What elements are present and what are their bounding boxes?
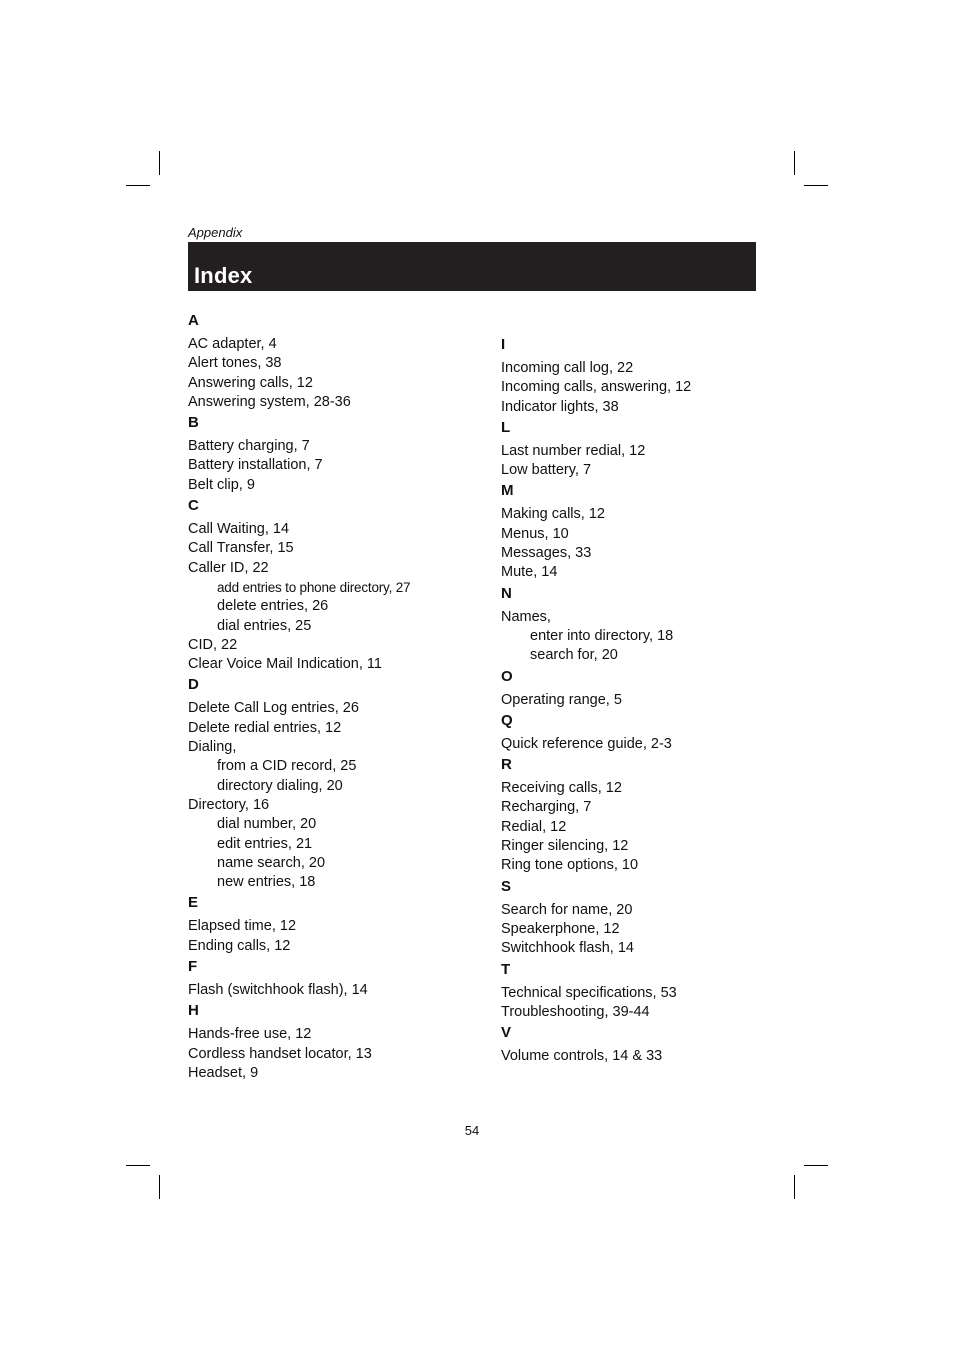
- crop-mark: [794, 1175, 795, 1199]
- index-group: [188, 893, 488, 956]
- index-letter-heading: V: [501, 1024, 512, 1042]
- index-entry: Speakerphone, 12: [501, 920, 620, 937]
- index-subentry: from a CID record, 25: [217, 758, 357, 775]
- index-subentry: enter into directory, 18: [530, 627, 674, 644]
- index-letter-heading: B: [188, 414, 199, 432]
- index-letter-heading: H: [188, 1002, 199, 1020]
- index-subentry: new entries, 18: [217, 874, 316, 891]
- index-entry: Answering system, 28-36: [188, 393, 351, 410]
- index-group: [188, 496, 488, 674]
- index-group: [501, 960, 801, 1023]
- index-group: [188, 311, 488, 412]
- index-letter-heading: I: [501, 336, 506, 353]
- index-entry: Names,: [501, 608, 551, 625]
- index-subentry: search for, 20: [530, 647, 618, 664]
- index-entry: Call Transfer, 15: [188, 540, 294, 557]
- crop-mark: [159, 151, 160, 175]
- index-entry: Messages, 33: [501, 545, 592, 562]
- index-entry: CID, 22: [188, 636, 238, 653]
- index-subentry: edit entries, 21: [217, 835, 313, 852]
- index-entry: Delete Call Log entries, 26: [188, 700, 359, 717]
- index-subentry: delete entries, 26: [217, 598, 329, 615]
- index-subentry: add entries to phone directory, 27: [217, 579, 411, 595]
- index-letter-heading: T: [501, 960, 511, 978]
- index-letter-heading: A: [188, 312, 199, 329]
- index-group: [188, 413, 488, 495]
- index-entry: Caller ID, 22: [188, 559, 269, 576]
- index-letter-heading: R: [501, 756, 512, 774]
- index-entry: Menus, 10: [501, 525, 569, 542]
- index-entry: Troubleshooting, 39-44: [501, 1003, 650, 1020]
- index-group: [501, 711, 801, 754]
- index-entry: Switchhook flash, 14: [501, 940, 634, 957]
- index-entry: Incoming call log, 22: [501, 360, 634, 376]
- index-entry: Volume controls, 14 & 33: [501, 1048, 663, 1065]
- index-entry: Elapsed time, 12: [188, 918, 297, 935]
- index-entry: Battery installation, 7: [188, 457, 323, 474]
- index-group: [501, 335, 801, 417]
- crop-mark: [794, 151, 795, 175]
- index-letter-heading: L: [501, 418, 511, 436]
- index-entry: Flash (switchhook flash), 14: [188, 982, 368, 999]
- title-bar: [188, 242, 756, 291]
- index-subentry: name search, 20: [217, 854, 326, 871]
- index-entry: Incoming calls, answering, 12: [501, 379, 692, 396]
- index-entry: Ringer silencing, 12: [501, 838, 629, 855]
- page-number: 54: [464, 1123, 480, 1138]
- index-entry: Technical specifications, 53: [501, 984, 677, 1001]
- index-entry: Ending calls, 12: [188, 937, 291, 954]
- index-group: [188, 675, 488, 892]
- index-entry: Clear Voice Mail Indication, 11: [188, 656, 382, 673]
- index-group: [501, 877, 801, 959]
- index-entry: Ring tone options, 10: [501, 857, 639, 874]
- index-entry: Call Waiting, 14: [188, 521, 290, 538]
- index-subentry: dial entries, 25: [217, 617, 312, 634]
- index-letter-heading: F: [188, 958, 198, 976]
- index-entry: Dialing,: [188, 739, 237, 756]
- index-column-left: [188, 311, 488, 1084]
- index-letter-heading: D: [188, 676, 199, 694]
- index-letter-heading: M: [501, 482, 514, 500]
- index-group: [501, 755, 801, 875]
- index-letter-heading: E: [188, 894, 199, 912]
- index-group: [188, 1001, 488, 1083]
- index-entry: Making calls, 12: [501, 506, 605, 523]
- index-letter-heading: O: [501, 667, 513, 685]
- index-entry: Cordless handset locator, 13: [188, 1045, 372, 1062]
- page-title: Index: [194, 263, 253, 288]
- index-entry: Headset, 9: [188, 1064, 259, 1081]
- index-entry: AC adapter, 4: [188, 336, 277, 352]
- index-group: [188, 957, 488, 1000]
- index-entry: Indicator lights, 38: [501, 398, 619, 415]
- index-letter-heading: S: [501, 877, 512, 895]
- index-group: [501, 584, 801, 666]
- crop-mark: [126, 1165, 150, 1166]
- crop-mark: [804, 1165, 828, 1166]
- index-entry: Quick reference guide, 2-3: [501, 735, 672, 752]
- index-subentry: directory dialing, 20: [217, 777, 343, 794]
- index-letter-heading: N: [501, 584, 512, 602]
- index-entry: Belt clip, 9: [188, 476, 255, 493]
- index-subentry: dial number, 20: [217, 816, 317, 833]
- section-label: Appendix: [188, 225, 243, 240]
- index-entry: Hands-free use, 12: [188, 1026, 312, 1043]
- crop-mark: [159, 1175, 160, 1199]
- index-entry: Mute, 14: [501, 564, 558, 581]
- index-entry: Search for name, 20: [501, 901, 633, 918]
- index-entry: Receiving calls, 12: [501, 780, 622, 797]
- index-letter-heading: C: [188, 497, 199, 515]
- index-entry: Recharging, 7: [501, 799, 592, 816]
- index-entry: Last number redial, 12: [501, 442, 646, 459]
- crop-mark: [804, 185, 828, 186]
- index-group: [501, 667, 801, 710]
- index-column-right: [501, 335, 801, 1067]
- index-letter-heading: Q: [501, 711, 513, 729]
- index-entry: Operating range, 5: [501, 691, 622, 708]
- crop-mark: [126, 185, 150, 186]
- index-group: [501, 481, 801, 582]
- index-entry: Directory, 16: [188, 796, 270, 813]
- index-entry: Low battery, 7: [501, 462, 592, 479]
- index-group: [501, 418, 801, 481]
- index-entry: Alert tones, 38: [188, 355, 282, 372]
- index-entry: Delete redial entries, 12: [188, 719, 342, 736]
- index-entry: Answering calls, 12: [188, 374, 313, 391]
- index-entry: Redial, 12: [501, 818, 567, 835]
- index-entry: Battery charging, 7: [188, 438, 310, 455]
- index-group: [501, 1023, 801, 1066]
